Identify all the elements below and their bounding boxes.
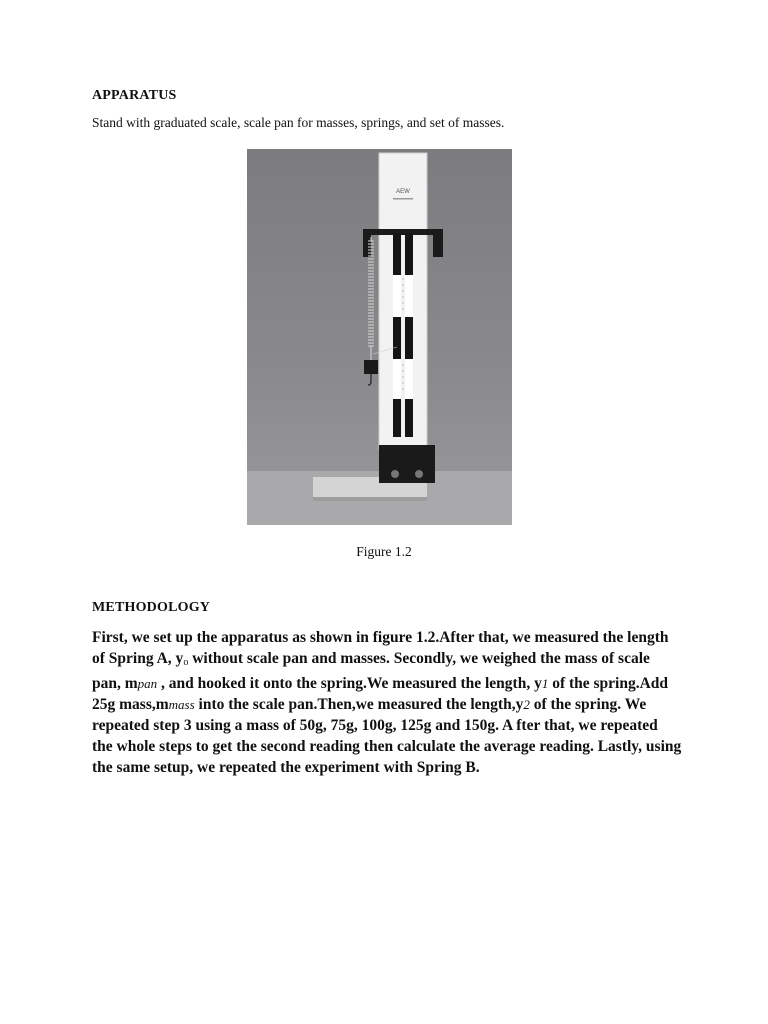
board-brand-text: AEW — [396, 189, 410, 195]
methodology-paragraph — [92, 627, 682, 778]
apparatus-description: Stand with graduated scale, scale pan for masses, springs, and set of masses. — [92, 115, 505, 130]
methodology-sub-pan: pan — [137, 676, 158, 691]
scale-pan — [364, 360, 378, 374]
methodology-sub-o: o — [183, 657, 189, 668]
methodology-text-6: of the spring. We repeated step 3 using a mass of 50g, 75g, 100g, 125g and 150g. A fter that, we repeated the whole steps to get the second reading then calculate the average reading. Lastly, using the same setup, we repeated the experiment with Spring B. — [92, 696, 682, 776]
methodology-text-5: into the scale pan.Then,we measured the length,y — [194, 696, 524, 713]
scale-right — [405, 233, 413, 437]
methodology-text-4: of the spring.Add 25g mass,m — [92, 675, 669, 713]
apparatus-heading: APPARATUS — [92, 88, 177, 103]
methodology-sub-2: 2 — [523, 697, 530, 712]
apparatus-illustration — [247, 149, 512, 525]
scale-left — [393, 233, 401, 437]
methodology-sub-1: 1 — [541, 676, 549, 691]
apparatus-photo — [247, 149, 512, 525]
methodology-text-3: , and hooked it onto the spring.We measured the length, y — [157, 675, 542, 692]
methodology-text-1: First, we set up the apparatus as shown in figure 1.2.After that, we measured the length of Spring A, y — [92, 629, 669, 667]
methodology-text-2: without scale pan and masses. Secondly, we weighed the mass of scale pan, m — [92, 650, 650, 692]
methodology-heading: METHODOLOGY — [92, 600, 211, 615]
methodology-sub-mass: mass — [168, 697, 195, 712]
figure-caption: Figure 1.2 — [356, 544, 412, 559]
